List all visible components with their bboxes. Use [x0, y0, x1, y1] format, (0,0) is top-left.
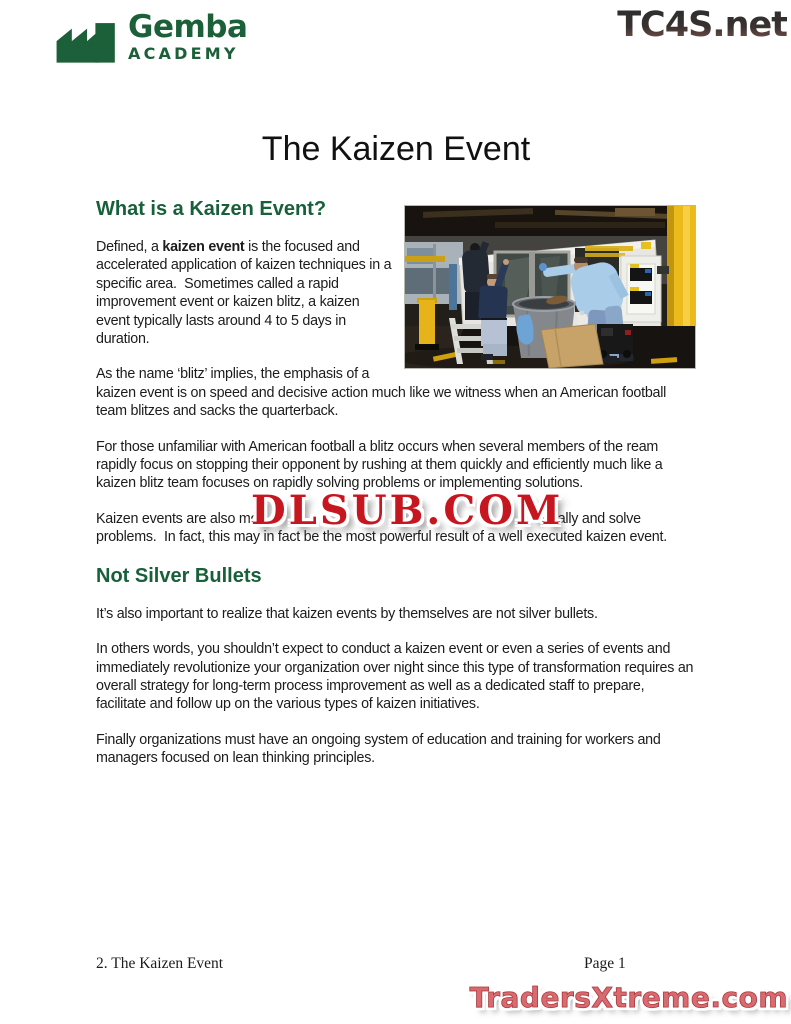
- paragraph-text-after-watermark: itically and solve: [541, 510, 641, 527]
- paragraph-text: Defined, a: [96, 239, 163, 255]
- paragraph-football-blitz: For those unfamiliar with American football a blitz occurs when several members of the ream rapidly focus on stopping their opponent by rushing at them quickly and efficiently much like a kaizen blitz team focuses on rapidly solving problems or implementing solutions.: [96, 438, 667, 492]
- paragraph-text-before-watermark: Kaizen events are also mo: [96, 510, 259, 527]
- section-heading-what-is-a-kaizen-event: What is a Kaizen Event?: [96, 198, 327, 220]
- watermark-tc4s: TC4S.net: [617, 5, 787, 45]
- factory-icon: [52, 12, 118, 64]
- logo-name: Gemba: [128, 9, 248, 45]
- section-heading-not-silver-bullets: Not Silver Bullets: [96, 564, 262, 587]
- logo-subtitle: ACADEMY: [128, 44, 239, 63]
- paragraph-not-silver-bullets: It’s also important to realize that kaizen events by themselves are not silver bullets.: [96, 605, 598, 622]
- gemba-academy-logo: [52, 9, 248, 64]
- paragraph-text: is the focused and accelerated application of kaizen techniques in a specific area. Sometimes called a rapid improvement event or kaizen blitz, a kaizen event typically lasts around 4 to 5 days in duration.: [96, 239, 396, 348]
- content-column: [96, 197, 696, 768]
- kaizen-event-bold-term: kaizen event: [162, 239, 245, 255]
- paragraph-text: problems. In fact, this may in fact be the most powerful result of a well executed kaizen event.: [96, 529, 667, 546]
- footer-page-number: Page 1: [584, 955, 626, 972]
- watermark-dlsub: DLSUB.COM: [251, 487, 564, 534]
- paragraph-blitz-implies: As the name ‘blitz’ implies, the emphasis of a kaizen event is on speed and decisive action much like we witness when an American football team blitzes and sacks the quarterback.: [96, 366, 670, 420]
- kaizen-event-photo: [404, 205, 696, 369]
- page-title: The Kaizen Event: [261, 130, 531, 168]
- paragraph-ongoing-education: Finally organizations must have an ongoing system of education and training for workers and managers focused on lean thinking principles.: [96, 731, 665, 767]
- paragraph-no-overnight-revolution: In others words, you shouldn’t expect to conduct a kaizen event or even a series of events and immediately revolutionize your organization over night since this type of transformation requires an overall strategy for long-term process improvement as well as a dedicated staff to prepare, facilitate and follow up on the various types of kaizen initiatives.: [96, 641, 697, 713]
- logo-wordmark: [128, 9, 248, 63]
- watermark-tradersxtreme: TradersXtreme.com: [469, 981, 788, 1014]
- page-footer: [96, 955, 696, 977]
- footer-chapter-label: 2. The Kaizen Event: [96, 955, 224, 972]
